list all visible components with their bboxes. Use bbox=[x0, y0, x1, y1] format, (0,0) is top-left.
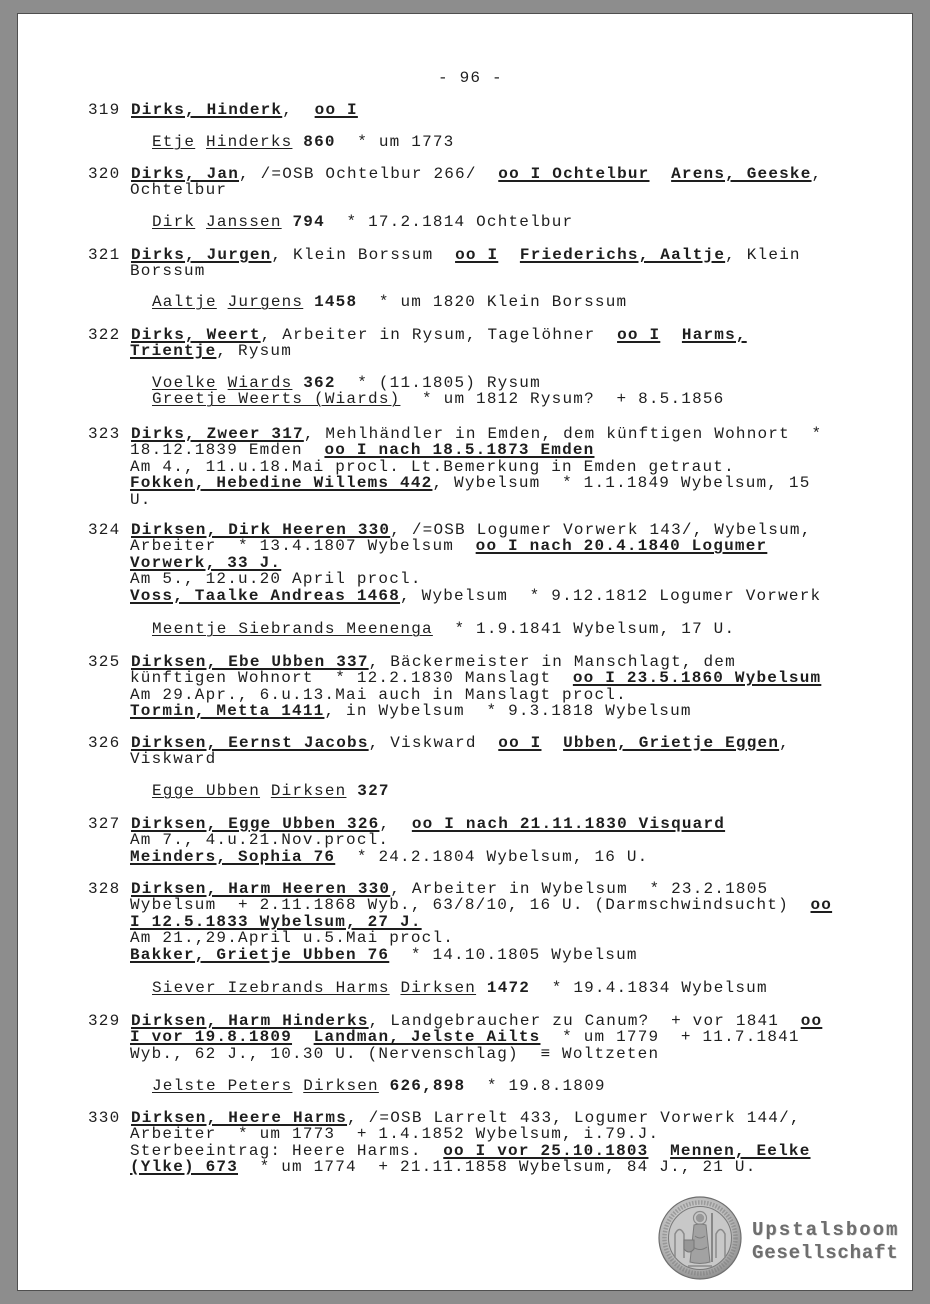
plain-text: Am 29.Apr., 6.u.13.Mai auch in Manslagt procl. bbox=[130, 685, 627, 704]
bold-underlined-text: Dirksen, Ebe Ubben 337 bbox=[131, 653, 369, 671]
plain-text bbox=[260, 782, 271, 800]
plain-text: 18.12.1839 Emden bbox=[130, 441, 325, 460]
child-line bbox=[152, 375, 724, 391]
bold-underlined-text: oo I nach 18.5.1873 Emden bbox=[324, 441, 595, 460]
plain-text: Am 4., 11.u.18.Mai procl. Lt.Bemerkung in Emden getraut. bbox=[130, 457, 735, 476]
entry-line bbox=[88, 102, 358, 118]
paper-sheet bbox=[18, 14, 912, 1290]
bold-reference-number: 327 bbox=[357, 782, 390, 800]
plain-text: , bbox=[282, 101, 315, 119]
plain-text bbox=[303, 293, 314, 311]
underlined-name: Dirksen bbox=[400, 979, 477, 997]
entry-line bbox=[88, 426, 822, 442]
plain-text: , Arbeiter in Wybelsum * 23.2.1805 bbox=[390, 880, 769, 898]
plain-text: , in Wybelsum * 9.3.1818 Wybelsum bbox=[324, 702, 692, 721]
entry-327 bbox=[88, 816, 725, 865]
underlined-name: Egge Ubben bbox=[152, 782, 261, 800]
entry-number: 319 bbox=[88, 101, 121, 119]
plain-text bbox=[379, 1077, 390, 1095]
bold-underlined-text: Landman, Jelste Ailts bbox=[313, 1028, 541, 1047]
logo-title-gesellschaft: Gesellschaft bbox=[752, 1242, 899, 1264]
bold-underlined-text: Bakker, Grietje Ubben 76 bbox=[130, 945, 390, 964]
entry-number: 321 bbox=[88, 246, 121, 264]
bold-underlined-text: oo I bbox=[498, 734, 542, 752]
plain-text bbox=[346, 782, 357, 800]
entry-line bbox=[88, 654, 821, 670]
plain-text: Wyb., 62 J., 10.30 U. (Nervenschlag) ≡ Woltzeten bbox=[130, 1044, 660, 1063]
entry-line bbox=[88, 703, 821, 719]
child-line bbox=[152, 783, 390, 799]
child-line bbox=[152, 621, 735, 637]
entry-line bbox=[88, 881, 832, 897]
plain-text: * 19.8.1809 bbox=[465, 1077, 606, 1095]
logo-title-upstalsboom: Upstalsboom bbox=[752, 1219, 900, 1241]
plain-text: * 19.4.1834 Wybelsum bbox=[530, 979, 768, 997]
entry-line bbox=[88, 1013, 822, 1029]
plain-text: , Mehlhändler in Emden, dem künftigen Wohnort * bbox=[303, 425, 823, 443]
entry-line bbox=[88, 343, 747, 359]
entry-line bbox=[88, 475, 822, 491]
bold-underlined-text: oo I Ochtelbur bbox=[498, 165, 650, 183]
plain-text: * um 1820 Klein Borssum bbox=[357, 293, 628, 311]
entry-328 bbox=[88, 881, 832, 963]
entry-line bbox=[88, 459, 822, 475]
bold-underlined-text: Mennen, Eelke bbox=[670, 1141, 811, 1160]
bold-underlined-text: oo I bbox=[617, 326, 661, 344]
entry-line bbox=[88, 166, 822, 182]
child-line bbox=[152, 391, 724, 407]
entry-line bbox=[88, 849, 725, 865]
plain-text bbox=[660, 326, 682, 344]
bold-underlined-text: Dirks, Zweer 317 bbox=[131, 425, 304, 443]
entry-line bbox=[88, 1126, 811, 1142]
bold-underlined-text: oo bbox=[810, 896, 833, 915]
underlined-name: Siever Izebrands Harms bbox=[152, 979, 390, 997]
plain-text: Am 5., 12.u.20 April procl. bbox=[130, 570, 422, 589]
entry-line bbox=[88, 263, 801, 279]
entry-322 bbox=[88, 327, 747, 360]
bold-underlined-text: Dirks, Weert bbox=[131, 326, 261, 344]
plain-text bbox=[292, 374, 303, 392]
entry-line bbox=[88, 555, 821, 571]
underlined-name: Jelste Peters bbox=[152, 1077, 293, 1095]
entry-line bbox=[88, 442, 822, 458]
entry-number: 328 bbox=[88, 880, 121, 898]
entry-line bbox=[88, 522, 821, 538]
plain-text: Borssum bbox=[130, 262, 206, 281]
entry-320 bbox=[88, 166, 822, 199]
bold-underlined-text: (Ylke) 673 bbox=[130, 1158, 239, 1177]
plain-text: Arbeiter * 13.4.1807 Wybelsum bbox=[130, 537, 476, 556]
bold-reference-number: 626,898 bbox=[389, 1077, 466, 1095]
plain-text: , Klein Borssum bbox=[271, 246, 456, 264]
underlined-name: Jurgens bbox=[227, 293, 304, 311]
underlined-name: Dirksen bbox=[270, 782, 347, 800]
plain-text: , Viskward bbox=[368, 734, 499, 752]
plain-text: , bbox=[379, 815, 412, 833]
plain-text bbox=[292, 1077, 303, 1095]
entry-line bbox=[88, 538, 821, 554]
entry-line bbox=[88, 492, 822, 508]
bold-underlined-text: Trientje bbox=[130, 342, 217, 361]
bold-underlined-text: Arens, Geeske bbox=[671, 165, 812, 183]
plain-text: , /=OSB Ochtelbur 266/ bbox=[239, 165, 499, 183]
plain-text bbox=[195, 133, 206, 151]
plain-text bbox=[195, 213, 206, 231]
entry-line bbox=[88, 1143, 811, 1159]
entry-319 bbox=[88, 102, 358, 118]
bold-underlined-text: Ubben, Grietje Eggen bbox=[563, 734, 780, 752]
bold-underlined-text: oo I nach 20.4.1840 Logumer bbox=[475, 537, 768, 556]
children-of-entry-319 bbox=[152, 134, 455, 150]
entry-line bbox=[88, 687, 821, 703]
entry-line bbox=[88, 914, 832, 930]
bold-underlined-text: Dirksen, Harm Hinderks bbox=[131, 1012, 369, 1030]
child-line bbox=[152, 1078, 606, 1094]
bold-underlined-text: Tormin, Metta 1411 bbox=[130, 702, 325, 721]
underlined-name: Janssen bbox=[206, 213, 282, 231]
entry-line bbox=[88, 670, 821, 686]
plain-text: U. bbox=[130, 490, 152, 509]
plain-text: Arbeiter * um 1773 + 1.4.1852 Wybelsum, i.79.J. bbox=[130, 1125, 660, 1144]
bold-underlined-text: Vorwerk, 33 J. bbox=[130, 553, 282, 572]
underlined-name: Hinderks bbox=[206, 133, 293, 151]
plain-text: künftigen Wohnort * 12.2.1830 Manslagt bbox=[130, 669, 573, 688]
bold-underlined-text: oo I bbox=[314, 101, 358, 119]
bold-underlined-text: Dirks, Hinderk bbox=[131, 101, 283, 119]
underlined-name: Dirk bbox=[152, 213, 196, 231]
bold-underlined-text: Voss, Taalke Andreas 1468 bbox=[130, 586, 401, 605]
plain-text bbox=[476, 979, 487, 997]
entry-line bbox=[88, 1110, 811, 1126]
entry-line bbox=[88, 816, 725, 832]
entry-number: 324 bbox=[88, 521, 121, 539]
plain-text: Wybelsum + 2.11.1868 Wyb., 63/8/10, 16 U. (Darmschwindsucht) bbox=[130, 896, 811, 915]
entry-line bbox=[88, 571, 821, 587]
plain-text bbox=[217, 374, 228, 392]
plain-text bbox=[217, 293, 228, 311]
bold-underlined-text: Dirksen, Harm Heeren 330 bbox=[131, 880, 391, 898]
children-of-entry-322 bbox=[152, 375, 724, 408]
bold-reference-number: 1472 bbox=[486, 979, 531, 997]
bold-underlined-text: oo I vor 25.10.1803 bbox=[443, 1141, 649, 1160]
entry-line bbox=[88, 751, 790, 767]
bold-reference-number: 362 bbox=[303, 374, 336, 392]
plain-text bbox=[498, 246, 520, 264]
plain-text bbox=[541, 734, 563, 752]
plain-text: , Landgebraucher zu Canum? + vor 1841 bbox=[368, 1012, 801, 1030]
plain-text: Am 21.,29.April u.5.Mai procl. bbox=[130, 929, 455, 948]
entry-line bbox=[88, 327, 747, 343]
plain-text: Sterbeeintrag: Heere Harms. bbox=[130, 1141, 444, 1160]
entry-line bbox=[88, 1159, 811, 1175]
bold-underlined-text: Harms, bbox=[681, 326, 747, 344]
underlined-name: Voelke bbox=[152, 374, 217, 392]
page-number: - 96 - bbox=[438, 69, 503, 87]
entry-number: 320 bbox=[88, 165, 121, 183]
plain-text: , Rysum bbox=[216, 342, 293, 361]
bold-underlined-text: I vor 19.8.1809 bbox=[130, 1028, 293, 1047]
plain-text: Am 7., 4.u.21.Nov.procl. bbox=[130, 831, 390, 850]
plain-text: * um 1774 + 21.11.1858 Wybelsum, 84 J., 21 U. bbox=[238, 1158, 757, 1177]
bold-underlined-text: oo I 23.5.1860 Wybelsum bbox=[572, 669, 822, 688]
plain-text: * 1.9.1841 Wybelsum, 17 U. bbox=[432, 620, 736, 638]
entry-323 bbox=[88, 426, 822, 508]
bold-reference-number: 860 bbox=[303, 133, 336, 151]
entry-number: 329 bbox=[88, 1012, 121, 1030]
bold-underlined-text: Dirksen, Egge Ubben 326 bbox=[131, 815, 380, 833]
bold-reference-number: 794 bbox=[292, 213, 325, 231]
plain-text: * (11.1805) Rysum bbox=[335, 374, 541, 392]
bold-underlined-text: oo bbox=[800, 1012, 823, 1030]
entry-line bbox=[88, 1046, 822, 1062]
entry-321 bbox=[88, 247, 801, 280]
bold-underlined-text: Meinders, Sophia 76 bbox=[130, 847, 336, 866]
entry-325 bbox=[88, 654, 821, 720]
child-line bbox=[152, 294, 627, 310]
underlined-name: Dirksen bbox=[303, 1077, 379, 1095]
plain-text: , Arbeiter in Rysum, Tagelöhner bbox=[260, 326, 618, 344]
bold-underlined-text: Dirksen, Dirk Heeren 330 bbox=[131, 521, 391, 539]
plain-text: , Wybelsum * 1.1.1849 Wybelsum, 15 bbox=[432, 474, 811, 493]
bold-underlined-text: oo I bbox=[455, 246, 499, 264]
children-of-entry-321 bbox=[152, 294, 627, 310]
underlined-name: Aaltje bbox=[152, 293, 217, 311]
plain-text: , Bäckermeister in Manschlagt, dem bbox=[368, 653, 736, 671]
bold-underlined-text: I 12.5.1833 Wybelsum, 27 J. bbox=[130, 912, 422, 931]
entry-329 bbox=[88, 1013, 822, 1062]
entry-line bbox=[88, 930, 832, 946]
plain-text: , Wybelsum * 9.12.1812 Logumer Vorwerk bbox=[400, 586, 822, 605]
bold-underlined-text: Friederichs, Aaltje bbox=[519, 246, 726, 264]
bold-underlined-text: Dirks, Jan bbox=[131, 165, 240, 183]
bold-underlined-text: oo I nach 21.11.1830 Visquard bbox=[411, 815, 726, 833]
plain-text: * 24.2.1804 Wybelsum, 16 U. bbox=[335, 847, 649, 866]
entry-number: 330 bbox=[88, 1109, 121, 1127]
bold-reference-number: 1458 bbox=[314, 293, 358, 311]
entry-line bbox=[88, 947, 832, 963]
plain-text: * um 1812 Rysum? + 8.5.1856 bbox=[400, 390, 725, 409]
bold-underlined-text: Dirksen, Eernst Jacobs bbox=[131, 734, 369, 752]
entry-324 bbox=[88, 522, 821, 604]
entry-number: 322 bbox=[88, 326, 121, 344]
plain-text: , /=OSB Logumer Vorwerk 143/, Wybelsum, bbox=[390, 521, 812, 539]
bold-underlined-text: Fokken, Hebedine Willems 442 bbox=[130, 474, 433, 493]
children-of-entry-326 bbox=[152, 783, 390, 799]
entry-330 bbox=[88, 1110, 811, 1176]
plain-text bbox=[390, 979, 401, 997]
plain-text bbox=[292, 133, 303, 151]
plain-text: , Klein bbox=[725, 246, 801, 264]
entry-number: 325 bbox=[88, 653, 121, 671]
plain-text bbox=[650, 165, 672, 183]
plain-text bbox=[292, 1028, 314, 1046]
children-of-entry-328 bbox=[152, 980, 768, 996]
entry-line bbox=[88, 588, 821, 604]
entry-line bbox=[88, 897, 832, 913]
entry-line bbox=[88, 1029, 822, 1045]
plain-text: , bbox=[811, 165, 823, 183]
child-line bbox=[152, 214, 573, 230]
entry-number: 323 bbox=[88, 425, 121, 443]
entry-number: 327 bbox=[88, 815, 121, 833]
entry-line bbox=[88, 182, 822, 198]
bold-underlined-text: Dirks, Jurgen bbox=[131, 246, 272, 264]
entry-line bbox=[88, 247, 801, 263]
plain-text: , /=OSB Larrelt 433, Logumer Vorwerk 144/, bbox=[347, 1109, 801, 1127]
underlined-name: Greetje Weerts (Wiards) bbox=[152, 390, 401, 409]
underlined-name: Etje bbox=[152, 133, 196, 151]
child-line bbox=[152, 134, 455, 150]
plain-text: Viskward bbox=[130, 750, 217, 769]
children-of-entry-329 bbox=[152, 1078, 606, 1094]
entry-number: 326 bbox=[88, 734, 121, 752]
plain-text bbox=[282, 213, 293, 231]
underlined-name: Wiards bbox=[227, 374, 293, 392]
plain-text: * um 1779 + 11.7.1841 bbox=[540, 1028, 800, 1047]
entry-line bbox=[88, 832, 725, 848]
plain-text: Ochtelbur bbox=[130, 181, 228, 200]
children-of-entry-324 bbox=[152, 621, 735, 637]
child-line bbox=[152, 980, 768, 996]
plain-text: * 17.2.1814 Ochtelbur bbox=[324, 213, 574, 231]
bold-underlined-text: Dirksen, Heere Harms bbox=[131, 1109, 348, 1127]
plain-text: , bbox=[779, 734, 790, 752]
upstalsboom-seal-icon bbox=[658, 1196, 742, 1280]
plain-text: * um 1773 bbox=[335, 133, 455, 151]
plain-text bbox=[648, 1142, 670, 1160]
entry-326 bbox=[88, 735, 790, 768]
entry-line bbox=[88, 735, 790, 751]
plain-text: * 14.10.1805 Wybelsum bbox=[389, 945, 638, 964]
children-of-entry-320 bbox=[152, 214, 573, 230]
underlined-name: Meentje Siebrands Meenenga bbox=[152, 620, 433, 638]
